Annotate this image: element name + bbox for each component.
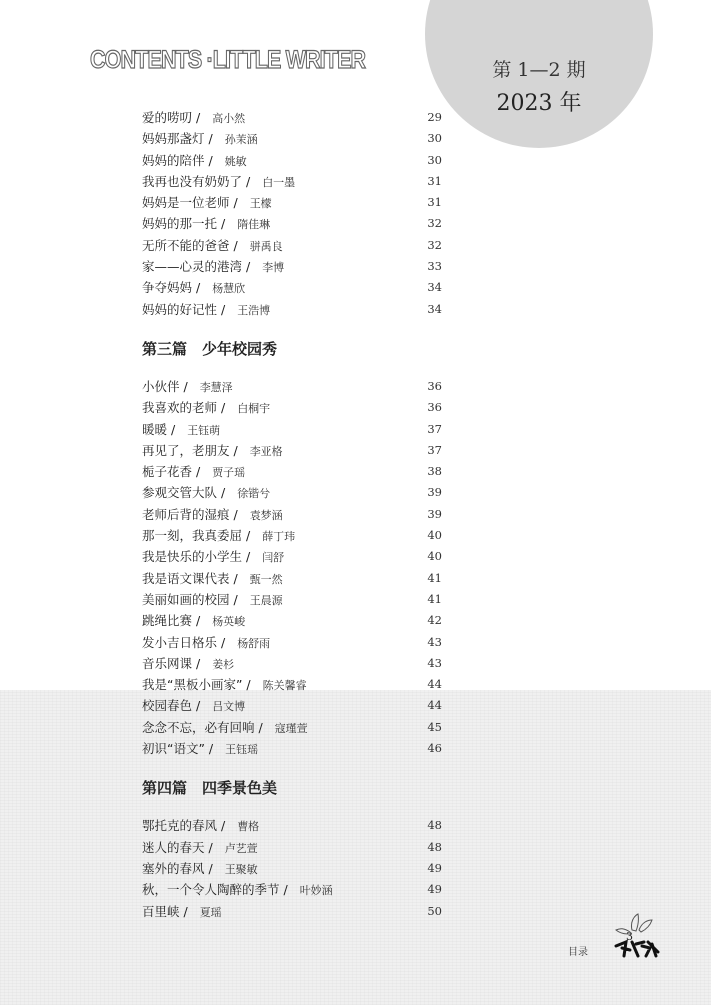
entry-author: 闫舒 (262, 551, 285, 565)
entry-author: 杨英峻 (212, 615, 246, 629)
toc-entry (142, 397, 442, 418)
entry-title: 音乐网课 / (142, 655, 201, 671)
entry-page-number: 40 (427, 549, 442, 564)
entry-page-number: 48 (427, 818, 442, 833)
entry-author: 薛丁玮 (262, 530, 296, 544)
entry-author: 卢艺萱 (224, 841, 258, 855)
entry-title: 我是快乐的小学生 / (142, 549, 251, 565)
toc-entry (142, 107, 442, 128)
entry-page-number: 37 (427, 421, 442, 436)
entry-page-number: 42 (427, 613, 442, 628)
entry-author: 吕文博 (212, 700, 246, 714)
entry-page-number: 43 (427, 634, 442, 649)
entry-title: 小伙伴 / (142, 378, 188, 394)
entry-title: 妈妈的陪伴 / (142, 152, 213, 168)
entry-author: 夏瑶 (199, 905, 222, 919)
toc-entry (142, 128, 442, 149)
toc-entry (142, 504, 442, 525)
entry-author: 贾子瑶 (212, 466, 246, 480)
toc-entry (142, 738, 442, 759)
entry-author: 王钰萌 (187, 423, 221, 437)
entry-author: 曹格 (237, 820, 260, 834)
entry-title: 无所不能的爸爸 / (142, 237, 238, 253)
entry-page-number: 30 (427, 152, 442, 167)
entry-page-number: 38 (427, 464, 442, 479)
entry-author: 白一墨 (262, 175, 296, 189)
toc-part-2 (142, 107, 442, 320)
entry-author: 姜杉 (212, 657, 235, 671)
entry-author: 王浩博 (237, 303, 271, 317)
entry-page-number: 44 (427, 698, 442, 713)
entry-title: 妈妈的好记性 / (142, 301, 226, 317)
toc-entry (142, 150, 442, 171)
entry-page-number: 49 (427, 882, 442, 897)
toc-entry (142, 525, 442, 546)
entry-title: 美丽如画的校园 / (142, 591, 238, 607)
entry-author: 杨慧欣 (212, 282, 246, 296)
entry-title: 跳绳比赛 / (142, 613, 201, 629)
entry-page-number: 41 (427, 591, 442, 606)
toc-entry (142, 568, 442, 589)
entry-author: 王檬 (249, 197, 272, 211)
toc-entry (142, 235, 442, 256)
table-of-contents (142, 107, 442, 922)
entry-title: 争夺妈妈 / (142, 280, 201, 296)
entry-title: 秋，一个令人陶醉的季节 / (142, 882, 288, 898)
toc-entry (142, 674, 442, 695)
toc-entry (142, 901, 442, 922)
entry-page-number: 36 (427, 400, 442, 415)
toc-entry (142, 815, 442, 836)
entry-title: 我喜欢的老师 / (142, 400, 226, 416)
entry-title: 暖暖 / (142, 421, 176, 437)
entry-author: 李博 (262, 261, 285, 275)
entry-author: 王钰瑶 (225, 743, 259, 757)
entry-page-number: 49 (427, 860, 442, 875)
entry-title: 我是“黑板小画家” / (142, 677, 251, 693)
entry-page-number: 34 (427, 280, 442, 295)
entry-title: 百里峡 / (142, 903, 188, 919)
toc-entry (142, 277, 442, 298)
entry-title: 发小吉日格乐 / (142, 634, 226, 650)
entry-page-number: 44 (427, 677, 442, 692)
issue-number: 第 1—2 期 (492, 59, 586, 81)
entry-title: 妈妈那盏灯 / (142, 131, 213, 147)
entry-page-number: 31 (427, 173, 442, 188)
entry-author: 王晨源 (249, 593, 283, 607)
entry-title: 我是语文课代表 / (142, 570, 238, 586)
issue-year: 2023 年 (496, 91, 582, 116)
entry-page-number: 48 (427, 839, 442, 854)
entry-page-number: 50 (427, 903, 442, 918)
toc-entry (142, 632, 442, 653)
entry-page-number: 33 (427, 259, 442, 274)
entry-page-number: 41 (427, 570, 442, 585)
entry-title: 再见了，老朋友 / (142, 442, 238, 458)
entry-author: 高小然 (212, 112, 246, 125)
entry-page-number: 32 (427, 237, 442, 252)
entry-title: 栀子花香 / (142, 464, 201, 480)
section-heading-4: 第四篇 四季景色美 (142, 779, 278, 798)
entry-title: 爱的唠叨 / (142, 110, 201, 125)
entry-title: 我再也没有奶奶了 / (142, 173, 251, 189)
entry-author: 杨舒雨 (237, 636, 271, 650)
page-number: 3 (626, 930, 633, 943)
toc-entry (142, 376, 442, 397)
entry-author: 寇瑾萱 (274, 721, 308, 735)
toc-entry (142, 419, 442, 440)
toc-entry (142, 299, 442, 320)
toc-entry (142, 171, 442, 192)
entry-title: 参观交管大队 / (142, 485, 226, 501)
section-heading-3: 第三篇 少年校园秀 (142, 339, 278, 358)
entry-title: 校园春色 / (142, 698, 201, 714)
entry-author: 李亚格 (249, 444, 283, 458)
footer-label: 目录 (568, 947, 588, 958)
toc-entry (142, 610, 442, 631)
entry-author: 甄一然 (249, 572, 283, 586)
toc-entry (142, 879, 442, 900)
toc-entry (142, 213, 442, 234)
entry-author: 孙茉涵 (224, 133, 258, 147)
toc-part-4 (142, 815, 442, 921)
toc-entry (142, 440, 442, 461)
entry-author: 袁梦涵 (249, 508, 283, 522)
entry-author: 王聚敏 (224, 862, 258, 876)
toc-entry (142, 256, 442, 277)
entry-author: 姚敏 (224, 154, 247, 168)
toc-entry (142, 461, 442, 482)
entry-page-number: 43 (427, 655, 442, 670)
entry-title: 老师后背的湿痕 / (142, 506, 238, 522)
toc-part-3 (142, 376, 442, 759)
toc-entry (142, 546, 442, 567)
toc-entry (142, 717, 442, 738)
entry-author: 隋佳琳 (237, 218, 271, 232)
entry-page-number: 31 (427, 195, 442, 210)
page-header-title: CONTENTS ·LITTLE WRITER (90, 46, 366, 74)
entry-page-number: 32 (427, 216, 442, 231)
entry-author: 叶妙涵 (299, 884, 333, 898)
entry-author: 骈禹良 (249, 239, 283, 253)
toc-entry (142, 837, 442, 858)
toc-entry (142, 653, 442, 674)
entry-title: 鄂托克的春风 / (142, 818, 226, 834)
entry-title: 塞外的春风 / (142, 860, 213, 876)
toc-entry (142, 858, 442, 879)
entry-title: 念念不忘，必有回响 / (142, 719, 263, 735)
entry-title: 妈妈是一位老师 / (142, 195, 238, 211)
entry-page-number: 29 (427, 110, 442, 124)
entry-page-number: 36 (427, 378, 442, 393)
entry-page-number: 40 (427, 528, 442, 543)
entry-page-number: 34 (427, 301, 442, 316)
toc-entry (142, 695, 442, 716)
entry-title: 初识“语文” / (142, 741, 214, 757)
entry-author: 陈关馨睿 (262, 679, 307, 693)
entry-page-number: 30 (427, 131, 442, 146)
entry-page-number: 45 (427, 719, 442, 734)
toc-entry (142, 192, 442, 213)
magazine-logo (612, 912, 664, 967)
entry-title: 迷人的春天 / (142, 839, 213, 855)
entry-title: 家——心灵的港湾 / (142, 259, 251, 275)
entry-page-number: 46 (427, 741, 442, 756)
entry-author: 李慧泽 (199, 380, 233, 394)
toc-entry (142, 589, 442, 610)
toc-entry (142, 482, 442, 503)
entry-page-number: 37 (427, 442, 442, 457)
entry-title: 妈妈的那一托 / (142, 216, 226, 232)
entry-author: 白桐宇 (237, 402, 271, 416)
entry-title: 那一刻，我真委屈 / (142, 528, 251, 544)
entry-page-number: 39 (427, 506, 442, 521)
entry-author: 徐锴兮 (237, 487, 271, 501)
entry-page-number: 39 (427, 485, 442, 500)
